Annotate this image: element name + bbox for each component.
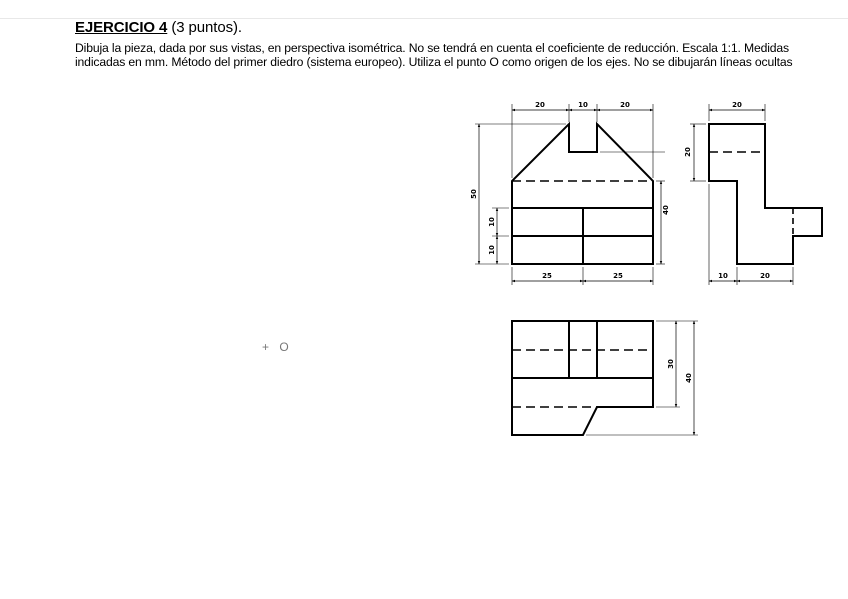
origin-label: O (279, 340, 290, 354)
top-dim-inner-depth: 30 (667, 359, 675, 369)
top-view (512, 321, 698, 435)
top-dim-overall-depth: 40 (685, 373, 693, 383)
front-dim-top-middle: 10 (578, 101, 588, 109)
front-dim-overall-height: 50 (470, 189, 478, 199)
front-dim-top-right: 20 (620, 101, 630, 109)
side-dim-top-width: 20 (732, 101, 742, 109)
origin-marker: + (262, 340, 270, 354)
exercise-statement: Dibuja la pieza, dada por sus vistas, en perspectiva isométrica. No se tendrá en cuenta el coeficiente de reducción. Escala 1:1. Medidas indicadas en mm. Método del primer diedro (sistema europeo). Utiliza el punto O como origen de los ejes. No se dibujarán líneas ocultas (75, 41, 793, 70)
front-view (475, 104, 665, 285)
front-dim-right-height: 40 (662, 205, 670, 215)
side-dim-bottom-left: 10 (718, 272, 728, 280)
side-view (690, 104, 822, 285)
front-dim-top-left: 20 (535, 101, 545, 109)
side-dim-bottom-right: 20 (760, 272, 770, 280)
front-dim-bottom-left: 25 (542, 272, 552, 280)
front-dim-stack-upper: 10 (488, 217, 496, 227)
side-dim-upper-height: 20 (684, 147, 692, 157)
front-dim-stack-lower: 10 (488, 245, 496, 255)
exercise-points: (3 puntos). (171, 19, 242, 36)
side-view-outline (709, 124, 822, 264)
exercise-title-main: EJERCICIO 4 (75, 19, 168, 36)
front-dim-bottom-right: 25 (613, 272, 623, 280)
